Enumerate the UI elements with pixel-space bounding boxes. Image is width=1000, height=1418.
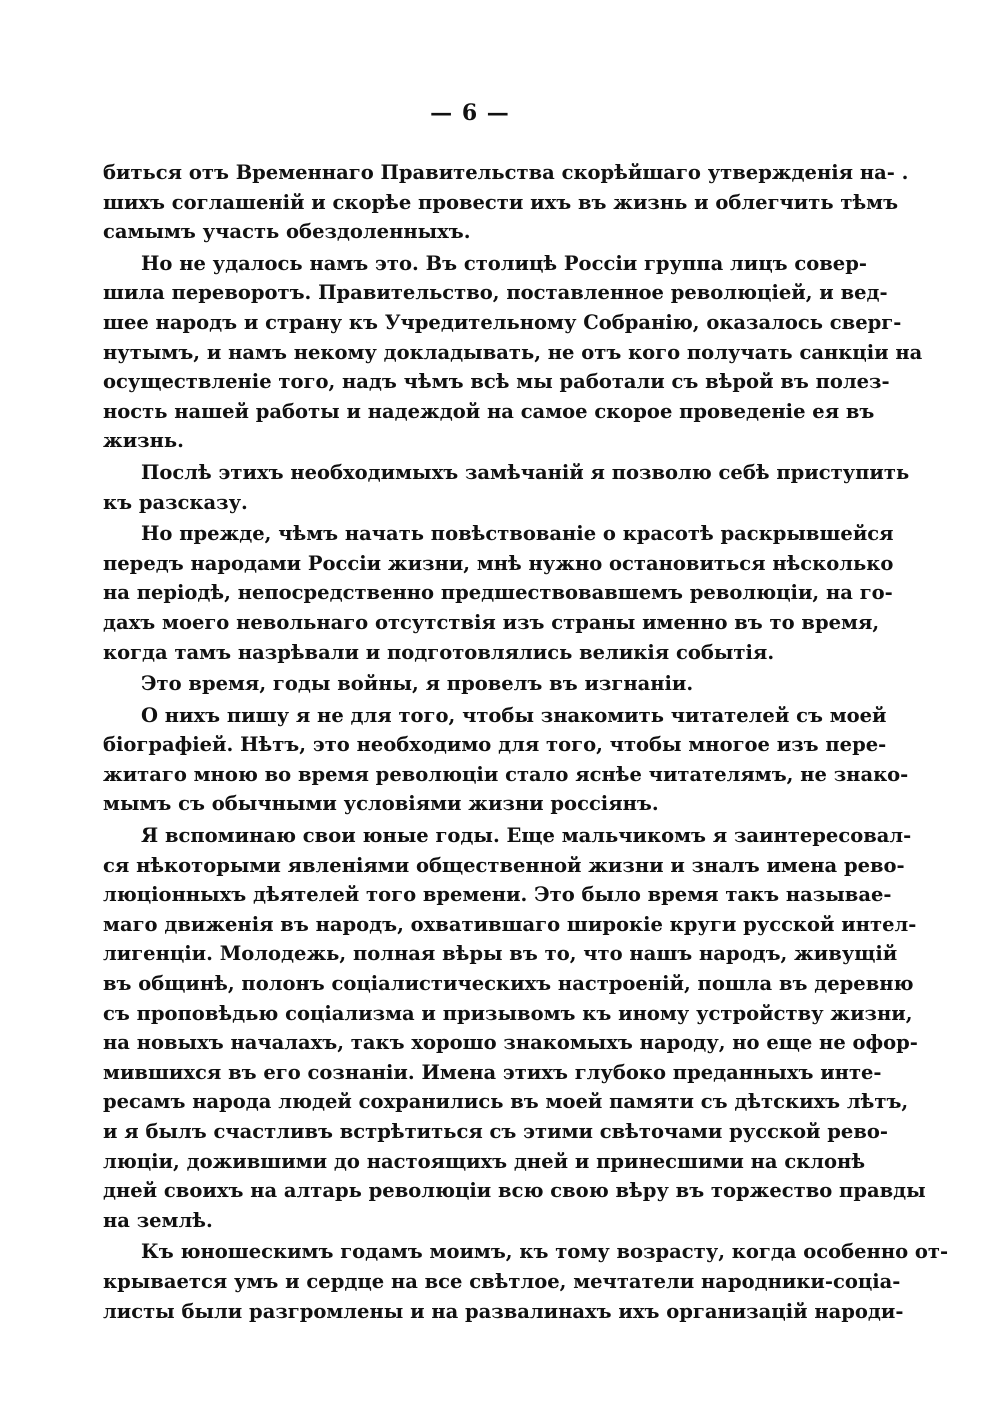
text-line: мымъ съ обычными условіями жизни россіянъ.: [103, 792, 659, 816]
text-line: шила переворотъ. Правительство, поставленное революціей, и вед-: [103, 281, 888, 305]
text-line: дней своихъ на алтарь революціи всю свою вѣру въ торжество правды: [103, 1179, 926, 1203]
text-line: и я былъ счастливъ встрѣтиться съ этими свѣточами русской рево-: [103, 1120, 888, 1143]
paragraph: [103, 669, 845, 699]
paragraph: [103, 1237, 949, 1326]
text-line: нутымъ, и намъ некому докладывать, не отъ кого получать санкціи на: [103, 340, 923, 364]
text-line: съ проповѣдью соціализма и призывомъ къ иному устройству жизни,: [103, 1001, 913, 1025]
text-line: дахъ моего невольнаго отсутствія изъ страны именно въ то время,: [103, 610, 880, 634]
text-line: Это время, годы войны, я провелъ въ изгнаніи.: [141, 672, 694, 696]
text-line: къ разсказу.: [103, 490, 248, 514]
text-line: Но прежде, чѣмъ начать повѣствованіе о красотѣ раскрывшейся: [141, 522, 894, 546]
text-line: ресамъ народа людей сохранились въ моей памяти съ дѣтскихъ лѣтъ,: [103, 1090, 909, 1114]
text-line: листы были разгромлены и на развалинахъ ихъ организацій народи-: [103, 1299, 904, 1323]
text-line: лигенціи. Молодежь, полная вѣры въ то, что нашъ народъ, живущій: [103, 942, 898, 966]
body-text: [103, 158, 949, 1326]
text-line: Къ юношескимъ годамъ моимъ, къ тому возрасту, когда особенно от-: [141, 1240, 949, 1264]
text-line: ся нѣкоторыми явленіями общественной жизни и зналъ имена рево-: [103, 853, 905, 877]
paragraph: [103, 249, 923, 456]
paragraph: [103, 701, 909, 819]
text-line: на землѣ.: [103, 1208, 213, 1232]
text-line: осуществленіе того, надъ чѣмъ всѣ мы работали съ вѣрой въ полез-: [103, 370, 890, 394]
text-line: биться отъ Временнаго Правительства скорѣйшаго утвержденія на- .: [103, 161, 909, 184]
text-line: жизнь.: [103, 429, 184, 453]
text-line: біографіей. Нѣтъ, это необходимо для того, чтобы многое изъ пере-: [103, 733, 887, 757]
text-line: на новыхъ началахъ, такъ хорошо знакомыхъ народу, но еще не офор-: [103, 1031, 918, 1055]
text-line: ность нашей работы и надеждой на самое скорое проведеніе ея въ: [103, 399, 875, 423]
text-line: Но не удалось намъ это. Въ столицѣ Россіи группа лицъ совер-: [141, 251, 867, 275]
text-line: люціи, дожившими до настоящихъ дней и принесшими на склонѣ: [103, 1149, 866, 1173]
text-line: Послѣ этихъ необходимыхъ замѣчаній я позволю себѣ приступить: [141, 460, 910, 484]
paragraph: [103, 519, 894, 667]
text-line: О нихъ пишу я не для того, чтобы знакомить читателей съ моей: [141, 703, 887, 727]
text-line: на періодѣ, непосредственно предшествовавшемъ революціи, на го-: [103, 581, 893, 605]
paragraph: [103, 158, 909, 247]
text-line: въ общинѣ, полонъ соціалистическихъ настроеній, пошла въ деревню: [103, 972, 914, 996]
text-line: люціонныхъ дѣятелей того времени. Это было время такъ называе-: [103, 883, 892, 907]
text-line: когда тамъ назрѣвали и подготовлялись великія событія.: [103, 640, 775, 664]
text-line: шее народъ и страну къ Учредительному Собранію, оказалось сверг-: [103, 310, 902, 334]
text-line: житаго мною во время революціи стало яснѣе читателямъ, не знако-: [103, 762, 909, 786]
paragraph: [103, 821, 926, 1235]
page-number: — 6 —: [430, 100, 510, 126]
text-line: Я вспоминаю свои юные годы. Еще мальчикомъ я заинтересовал-: [141, 824, 912, 848]
text-line: маго движенія въ народъ, охватившаго широкіе круги русской интел-: [103, 912, 917, 936]
text-line: передъ народами Россіи жизни, мнѣ нужно остановиться нѣсколько: [103, 551, 894, 575]
text-line: самымъ участь обездоленныхъ.: [103, 220, 471, 244]
paragraph: [103, 458, 910, 517]
text-line: мившихся въ его сознаніи. Имена этихъ глубоко преданныхъ инте-: [103, 1060, 882, 1084]
text-line: шихъ соглашеній и скорѣе провести ихъ въ жизнь и облегчить тѣмъ: [103, 190, 899, 214]
text-line: крывается умъ и сердце на все свѣтлое, мечтатели народники-соціа-: [103, 1269, 901, 1293]
